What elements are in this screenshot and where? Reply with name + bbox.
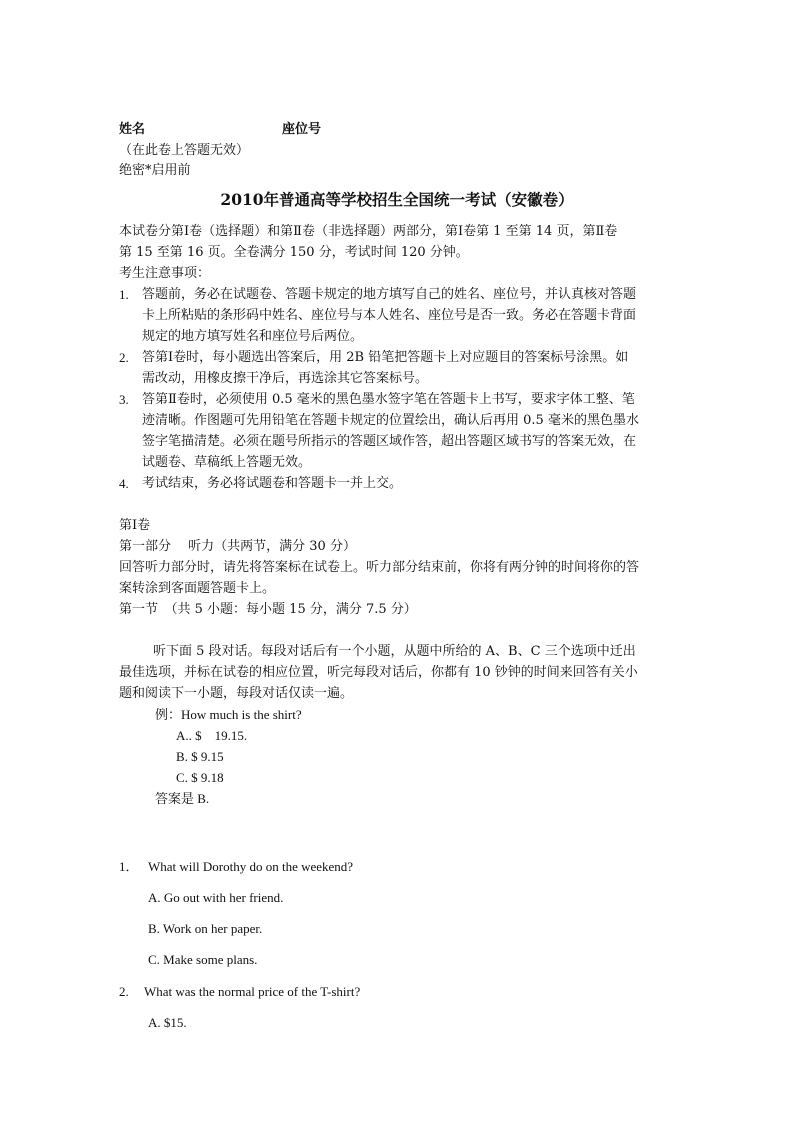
volume-label: 第Ⅰ卷 xyxy=(119,518,151,533)
example-option: C. $ 9.18 xyxy=(176,770,224,785)
notice-line: 规定的地方填写姓名和座位号后两位。 xyxy=(142,329,364,344)
section-heading: 第一部分 听力（共两节，满分 30 分） xyxy=(119,539,356,554)
notice-line: 试题卷、草稿纸上答题无效。 xyxy=(142,455,312,470)
question-option: A. Go out with her friend. xyxy=(148,890,284,905)
notice-line: 迹清晰。作图题可先用铅笔在答题卡规定的位置绘出，确认后再用 0.5 毫米的黑色墨水 xyxy=(142,413,639,428)
instruction-line: 最佳选项，并标在试卷的相应位置，听完每段对话后，你都有 10 钞钟的时间来回答有关小 xyxy=(119,665,638,680)
example-question: 例：How much is the shirt? xyxy=(155,707,302,722)
node-heading: 第一节 （共 5 小题：每小题 15 分，满分 7.5 分） xyxy=(119,602,417,617)
notice-number: 3. xyxy=(119,392,129,407)
notice-number: 2. xyxy=(119,350,129,365)
instruction-line: 听下面 5 段对话。每段对话后有一个小题，从题中所给的 A、B、C 三个选项中迁出 xyxy=(153,644,636,659)
secret-label: 绝密*启用前 xyxy=(119,163,191,178)
seat-label: 座位号 xyxy=(282,122,322,137)
exam-title: 2010年普通高等学校招生全国统一考试（安徽卷） xyxy=(220,190,574,209)
question-option: A. $15. xyxy=(148,1015,187,1030)
question-text: What was the normal price of the T-shirt? xyxy=(144,984,361,999)
intro-line: 本试卷分第Ⅰ卷（选择题）和第Ⅱ卷（非选择题）两部分，第Ⅰ卷第 1 至第 14 页，第Ⅱ卷 xyxy=(119,224,618,239)
instruction-line: 题和阅读下一小题，每段对话仅读一遍。 xyxy=(119,686,354,701)
notice-line: 答第Ⅰ卷时，每小题选出答案后，用 2B 铅笔把答题卡上对应题目的答案标号涂黑。如 xyxy=(142,350,629,365)
notice-line: 卡上所粘贴的条形码中姓名、座位号与本人姓名、座位号是否一致。务必在答题卡背面 xyxy=(142,308,637,323)
intro-line: 第 15 至第 16 页。全卷满分 150 分，考试时间 120 分钟。 xyxy=(119,245,469,260)
example-answer: 答案是 B. xyxy=(155,791,210,806)
example-option: A.. $ 19.15. xyxy=(176,728,248,743)
notice-heading: 考生注意事项： xyxy=(119,266,211,281)
question-option: B. Work on her paper. xyxy=(148,921,263,936)
notice-number: 1. xyxy=(119,287,129,302)
invalid-note: （在此卷上答题无效） xyxy=(119,143,250,158)
notice-line: 答第Ⅱ卷时，必须使用 0.5 毫米的黑色墨水签字笔在答题卡上书写，要求字体工整、笔 xyxy=(142,392,635,407)
example-option: B. $ 9.15 xyxy=(176,749,224,764)
question-option: C. Make some plans. xyxy=(148,952,258,967)
question-number: 2. xyxy=(119,984,129,999)
section-desc: 回答听力部分时，请先将答案标在试卷上。听力部分结束前，你将有两分钟的时间将你的答 xyxy=(119,560,640,575)
notice-line: 签字笔描清楚。必须在题号所指示的答题区域作答，超出答题区域书写的答案无效，在 xyxy=(142,434,637,449)
notice-line: 答题前，务必在试题卷、答题卡规定的地方填写自己的姓名、座位号，并认真核对答题 xyxy=(142,287,637,302)
notice-line: 需改动，用橡皮擦干净后，再选涂其它答案标号。 xyxy=(142,371,429,386)
question-text: What will Dorothy do on the weekend? xyxy=(148,859,354,874)
question-number: 1． xyxy=(119,859,139,874)
notice-line: 考试结束，务必将试题卷和答题卡一并上交。 xyxy=(142,476,403,491)
name-label: 姓名 xyxy=(119,122,146,137)
section-desc: 案转涂到客面题答题卡上。 xyxy=(119,581,276,596)
notice-number: 4. xyxy=(119,476,129,491)
